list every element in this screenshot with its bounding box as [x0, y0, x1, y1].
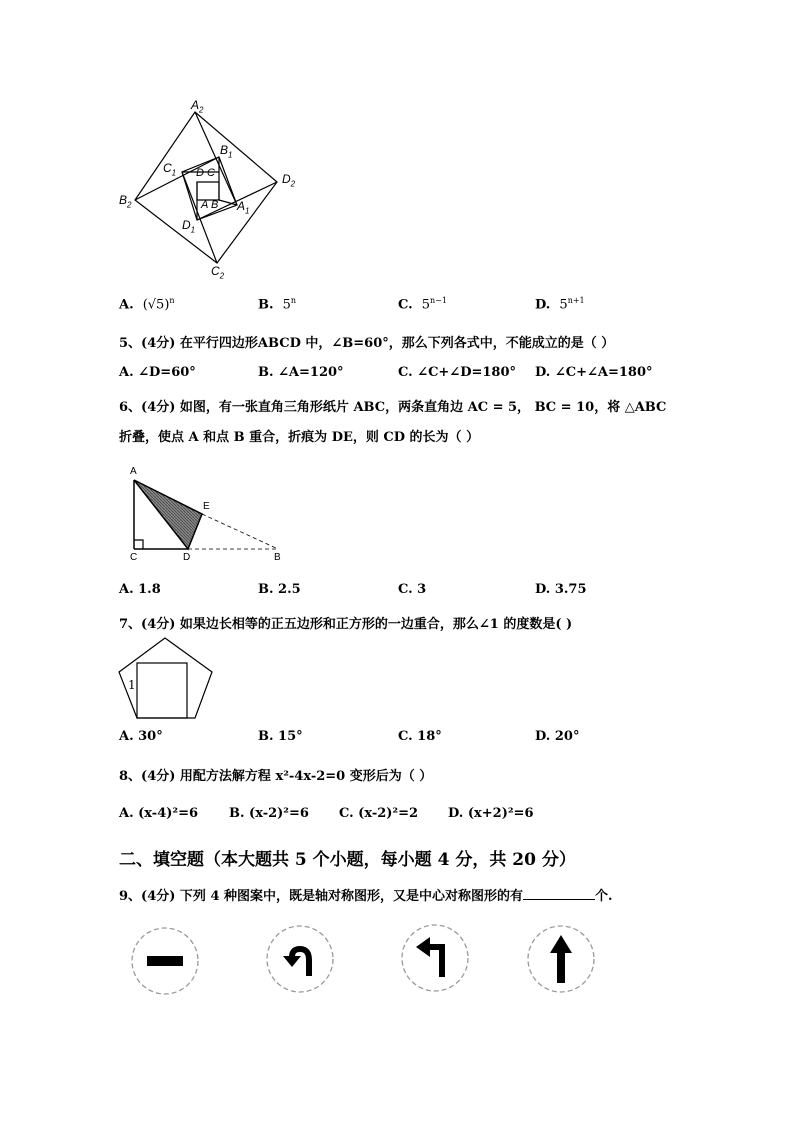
q9-stem-text: 9、(4分) 下列 4 种图案中，既是轴对称图形，又是中心对称图形的有 [119, 889, 524, 904]
folded-triangle-figure [125, 470, 290, 565]
nested-squares-figure [110, 95, 310, 285]
q9-unit: 个. [595, 889, 613, 904]
q4-option-d[interactable]: D. $5^{n+1}$ [535, 296, 585, 313]
q4-option-c[interactable]: C. $5^{n-1}$ [398, 296, 447, 313]
q8-option-d[interactable]: D. (x+2)²=6 [448, 806, 534, 821]
fig6-label-e: E [203, 501, 210, 512]
label-b2: $B_2$ [119, 193, 132, 210]
u-turn-sign-icon [265, 924, 335, 994]
label-ab: A B [201, 199, 219, 211]
fig6-label-b: B [274, 552, 281, 563]
label-d2: $D_2$ [282, 172, 296, 189]
straight-ahead-sign-icon [526, 924, 596, 994]
fig6-label-d: D [183, 552, 191, 563]
q6-option-a[interactable]: A. 1.8 [119, 582, 161, 597]
q7-option-a[interactable]: A. 30° [119, 729, 163, 744]
label-c2: $C_2$ [211, 264, 225, 281]
fig6-label-c: C [130, 552, 138, 563]
label-dc: D C [196, 167, 215, 179]
q4-option-b[interactable]: B. 5$^n$ [258, 296, 297, 313]
fig7-angle-label: 1 [128, 678, 136, 692]
q8-option-b[interactable]: B. (x-2)²=6 [229, 806, 309, 821]
q9-stem [119, 885, 613, 904]
label-b1: $B_1$ [220, 143, 233, 160]
q5-option-a[interactable]: A. ∠D=60° [119, 365, 196, 380]
label-a1: $A_1$ [237, 199, 250, 216]
label-d1: $D_1$ [182, 218, 196, 235]
q6-option-c[interactable]: C. 3 [398, 582, 427, 597]
left-turn-sign-icon [400, 923, 470, 993]
label-a2: $A_2$ [191, 98, 204, 115]
q6-option-d[interactable]: D. 3.75 [535, 582, 587, 597]
q7-option-b[interactable]: B. 15° [258, 729, 303, 744]
q4-option-a[interactable]: A. $(√5)^n$ [119, 296, 175, 313]
q5-option-c[interactable]: C. ∠C+∠D=180° [398, 365, 516, 380]
section-title-fill-in: 二、填空题（本大题共 5 个小题，每小题 4 分，共 20 分） [119, 850, 576, 870]
q8-option-c[interactable]: C. (x-2)²=2 [339, 806, 419, 821]
q8-stem: 8、(4分) 用配方法解方程 x²-4x-2=0 变形后为（ ） [119, 769, 433, 784]
q8-option-a[interactable]: A. (x-4)²=6 [119, 806, 199, 821]
q6-stem-line2: 折叠，使点 A 和点 B 重合，折痕为 DE，则 CD 的长为（ ） [119, 430, 480, 445]
q7-option-c[interactable]: C. 18° [398, 729, 442, 744]
fig6-label-a: A [130, 466, 137, 477]
q5-option-b[interactable]: B. ∠A=120° [258, 365, 344, 380]
q5-option-d[interactable]: D. ∠C+∠A=180° [535, 365, 653, 380]
q7-stem: 7、(4分) 如果边长相等的正五边形和正方形的一边重合，那么∠1 的度数是( ) [119, 617, 573, 632]
q7-option-d[interactable]: D. 20° [535, 729, 580, 744]
q6-stem-line1: 6、(4分) 如图，有一张直角三角形纸片 ABC，两条直角边 AC = 5， BC = 10，将 △ABC [119, 400, 667, 415]
q9-answer-blank[interactable] [523, 887, 595, 900]
no-entry-sign-icon [130, 926, 200, 996]
q5-stem: 5、(4分) 在平行四边形ABCD 中，∠B=60°，那么下列各式中，不能成立的是（ ） [119, 336, 615, 351]
label-c1: $C_1$ [163, 161, 177, 178]
q6-option-b[interactable]: B. 2.5 [258, 582, 301, 597]
